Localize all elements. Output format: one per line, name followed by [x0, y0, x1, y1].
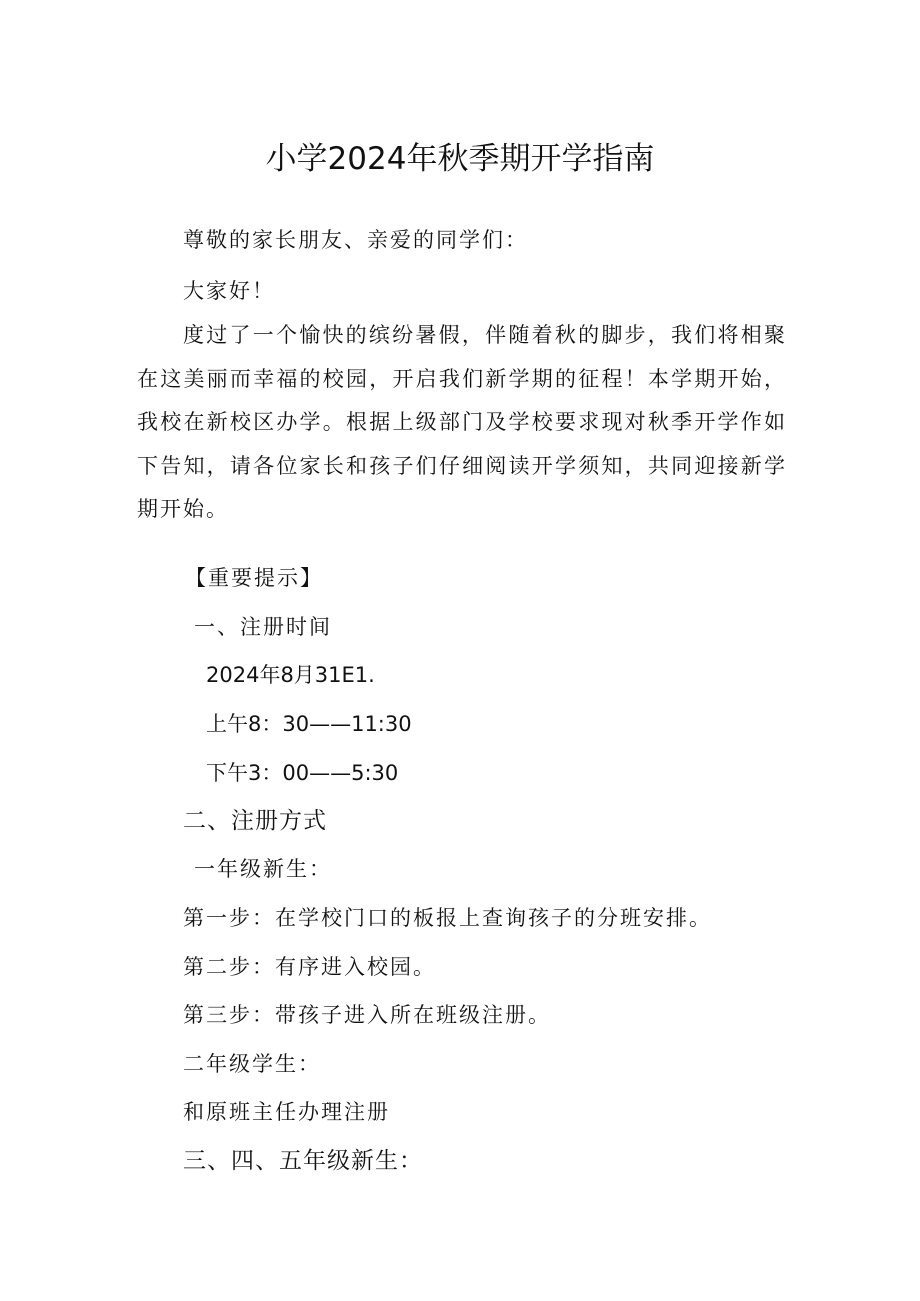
document-title: 小学2024年秋季期开学指南: [265, 141, 655, 177]
registration-date: 2024年8月31E1.: [206, 663, 375, 687]
step3-line: 第三步：带孩子进入所在班级注册。: [183, 1003, 551, 1027]
registration-afternoon-hours: 下午3：00——5:30: [206, 761, 399, 785]
registration-time-heading: 一、注册时间: [194, 615, 332, 639]
grade345-heading: 三、四、五年级新生：: [183, 1148, 423, 1174]
grade2-label: 二年级学生：: [183, 1052, 321, 1076]
important-tip-label: 【重要提示】: [185, 566, 323, 590]
hello-line: 大家好！: [183, 279, 275, 303]
intro-paragraph: 度过了一个愉快的缤纷暑假，伴随着秋的脚步，我们将相聚在这美丽而幸福的校园，开启我们新学期的征程！本学期开始，我校在新校区办学。根据上级部门及学校要求现对秋季开学作如下告知，请各位家长和孩子们仔细阅读开学须知，共同迎接新学期开始。: [137, 323, 787, 521]
step2-line: 第二步：有序进入校园。: [183, 955, 436, 979]
registration-morning-hours: 上午8：30——11:30: [206, 712, 412, 736]
grade2-text: 和原班主任办理注册: [183, 1100, 390, 1124]
step1-line: 第一步：在学校门口的板报上查询孩子的分班安排。: [183, 906, 712, 930]
registration-method-heading: 二、注册方式: [183, 808, 327, 834]
greeting-line: 尊敬的家长朋友、亲爱的同学们：: [183, 228, 528, 252]
grade1-label: 一年级新生：: [194, 857, 332, 881]
